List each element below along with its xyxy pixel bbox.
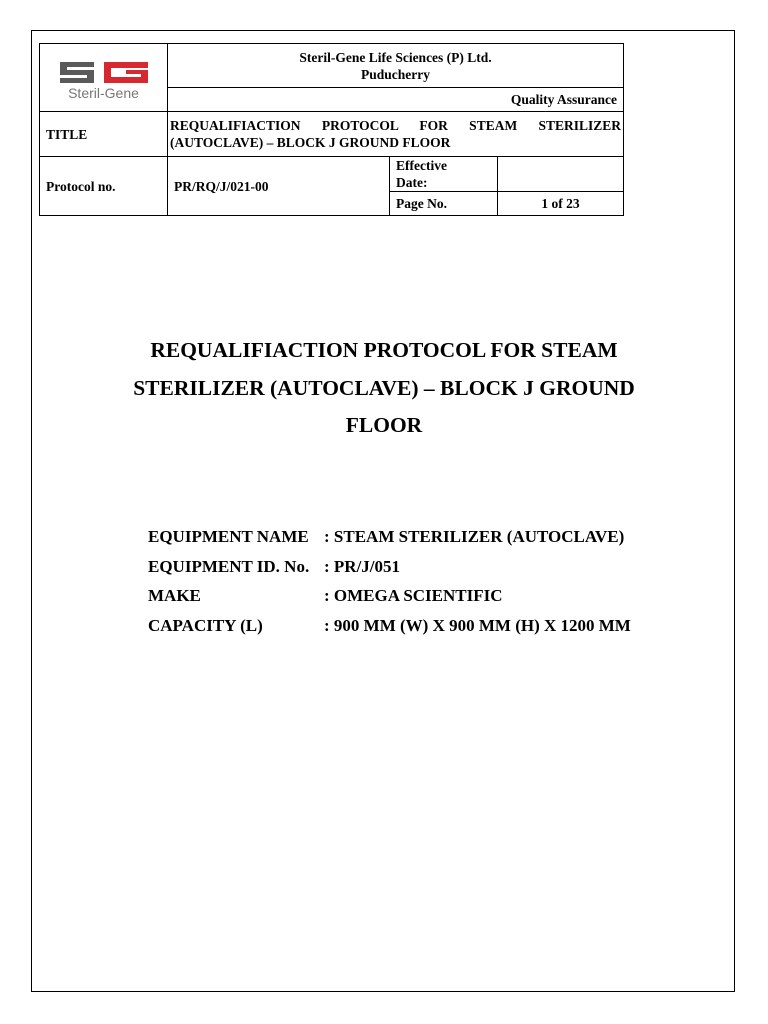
department: Quality Assurance [168, 88, 624, 112]
document-title-line-2: STERILIZER (AUTOCLAVE) – BLOCK J GROUND [133, 375, 635, 400]
title-line-2: (AUTOCLAVE) – BLOCK J GROUND FLOOR [170, 135, 451, 150]
equipment-id-label: EQUIPMENT ID. No. [148, 556, 310, 576]
capacity-value: : 900 MM (W) X 900 MM (H) X 1200 MM [324, 615, 631, 635]
equipment-row [148, 611, 631, 641]
equipment-name-label: EQUIPMENT NAME [148, 527, 309, 546]
page-number-value: 1 of 23 [498, 192, 624, 216]
equipment-row [148, 581, 631, 611]
effective-label-line-1: Effective [396, 158, 447, 173]
protocol-label: Protocol no. [40, 157, 168, 216]
sg-logo-icon [54, 57, 154, 87]
document-title-line-1: REQUALIFIACTION PROTOCOL FOR STEAM [150, 338, 618, 362]
company-location: Puducherry [361, 66, 431, 82]
make-value: : OMEGA SCIENTIFIC [324, 586, 503, 605]
company-name: Steril-Gene Life Sciences (P) Ltd. [299, 49, 492, 65]
company-name-cell [168, 44, 624, 88]
document-title-line-3: FLOOR [345, 413, 423, 437]
equipment-row [148, 522, 631, 552]
document-title [90, 332, 678, 445]
protocol-value: PR/RQ/J/021-00 [168, 157, 390, 216]
equipment-id-value: : PR/J/051 [324, 556, 401, 576]
make-label: MAKE [148, 586, 201, 605]
effective-date-label [390, 157, 498, 192]
document-header-table [39, 43, 624, 216]
title-line-1: REQUALIFIACTION PROTOCOL FOR STEAM STERILIZER [170, 118, 622, 133]
company-logo [40, 44, 168, 112]
equipment-row [148, 552, 631, 582]
effective-label-line-2: Date: [396, 175, 428, 190]
page-number-label: Page No. [390, 192, 498, 216]
effective-date-value [498, 157, 624, 192]
logo-text: Steril-Gene [68, 85, 139, 101]
equipment-details [148, 522, 631, 640]
capacity-label: CAPACITY (L) [148, 615, 263, 635]
title-label: TITLE [40, 112, 168, 157]
title-value [168, 112, 624, 157]
equipment-name-value: : STEAM STERILIZER (AUTOCLAVE) [324, 527, 625, 546]
